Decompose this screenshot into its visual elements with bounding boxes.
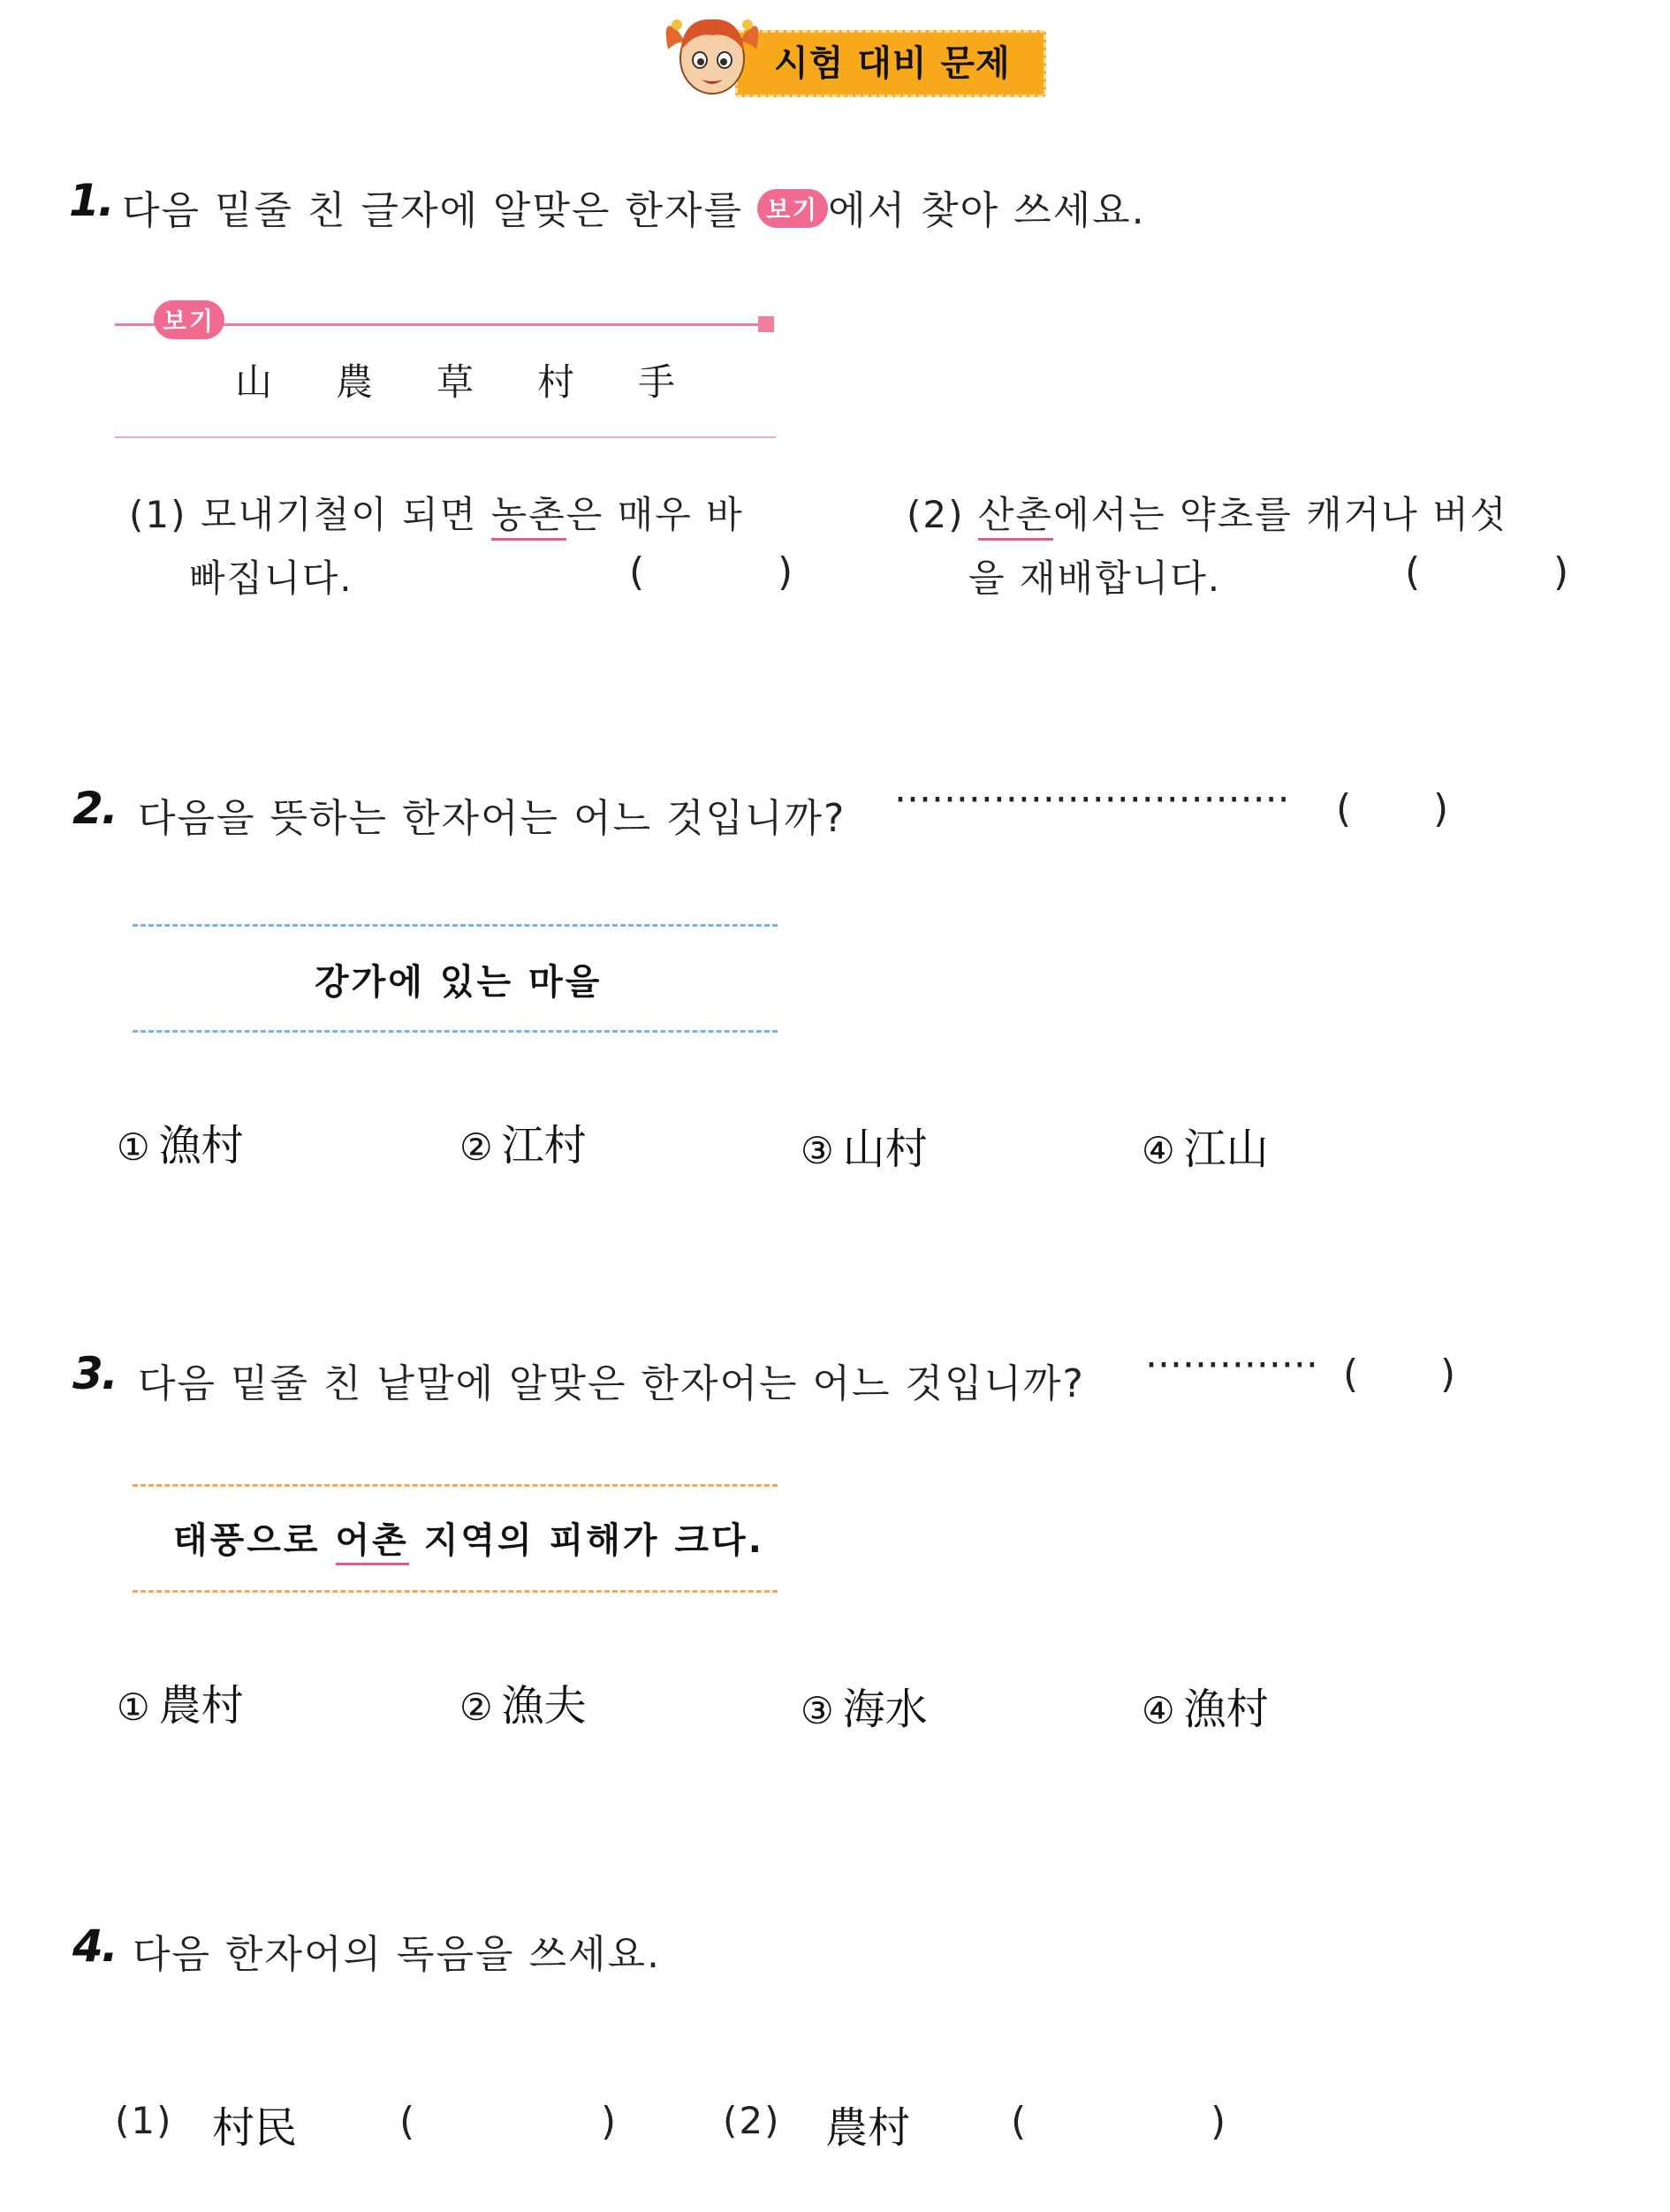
bogi-box-bottom-line [115, 436, 776, 438]
q1-item-1-underlined-word: 농촌 [491, 493, 566, 541]
q3-box-text-pre: 태풍으로 [173, 1520, 321, 1561]
title-badge-text: 시험 대비 문제 [774, 43, 1011, 84]
q1-item-2-post: 에서는 약초를 캐거나 버섯 [1053, 493, 1508, 536]
q2-option-3-text: 山村 [842, 1125, 928, 1174]
question-2-number: 2. [72, 783, 117, 834]
q1-item-2-underlined-word: 산촌 [978, 493, 1053, 541]
q3-box-text-post: 지역의 피해가 크다. [423, 1520, 764, 1561]
question-2-leader-dots: ································ [894, 777, 1290, 822]
q1-item-1-line-2: 빠집니다. [189, 557, 353, 600]
q2-box-text: 강가에 있는 마을 [315, 962, 603, 1003]
q4-item-1-paren-open: ( [399, 2099, 415, 2144]
q2-option-1-text: 漁村 [158, 1121, 244, 1170]
question-1-text-b: 에서 찾아 쓰세요. [828, 188, 1146, 233]
q1-item-2-paren-close: ) [1553, 549, 1569, 595]
question-3-number: 3. [72, 1348, 117, 1399]
q1-item-2-number: (2) [907, 493, 965, 536]
q1-item-1-paren-close: ) [778, 549, 793, 595]
q3-option-3-text: 海水 [842, 1685, 928, 1734]
question-1-text [122, 178, 1146, 235]
q4-item-2-number: (2) [723, 2099, 781, 2142]
question-3-paren-open: ( [1343, 1352, 1359, 1397]
q4-item-1-word: 村民 [212, 2103, 298, 2153]
q1-item-1-pre: 모내기철이 되면 [200, 493, 478, 536]
q2-option-4-mark: ④ [1142, 1129, 1175, 1172]
q3-option-4-mark: ④ [1142, 1689, 1175, 1732]
q3-option-4-text: 漁村 [1183, 1685, 1269, 1734]
question-3-leader-dots: ·············· [1145, 1343, 1318, 1388]
q2-option-2[interactable] [459, 1111, 587, 1172]
bogi-box-end-square [758, 316, 774, 332]
q4-item-2-answer-blank[interactable] [1036, 2099, 1209, 2143]
bogi-char: 山 [235, 360, 273, 404]
q3-option-2[interactable] [459, 1671, 587, 1732]
q1-item-1-paren-open: ( [629, 549, 645, 595]
question-2-paren-open: ( [1336, 786, 1352, 831]
q2-option-2-mark: ② [459, 1125, 493, 1169]
q1-item-2-line-1 [907, 486, 1507, 539]
q1-item-2-answer-blank[interactable] [1430, 549, 1552, 594]
q1-item-2-paren-open: ( [1405, 549, 1421, 595]
question-4-number: 4. [72, 1920, 117, 1972]
q2-box-top-dashed-line [133, 924, 778, 927]
q3-option-1-mark: ① [117, 1686, 150, 1729]
question-4-text: 다음 한자어의 독음을 쓰세요. [133, 1932, 661, 1977]
question-2-paren-close: ) [1433, 786, 1449, 831]
q1-item-1-line-1 [129, 486, 744, 539]
bogi-char: 農 [336, 360, 374, 404]
q2-option-3[interactable] [801, 1115, 928, 1176]
q2-option-3-mark: ③ [801, 1129, 834, 1172]
question-1-number: 1. [69, 175, 113, 226]
q4-item-1-number: (1) [115, 2099, 173, 2142]
bogi-box-label: 보기 [154, 300, 224, 339]
q3-box-underlined-word: 어촌 [336, 1520, 409, 1565]
q1-item-2-line-2: 을 재배합니다. [968, 557, 1222, 600]
q3-option-4[interactable] [1142, 1675, 1269, 1736]
question-3-text: 다음 밑줄 친 낱말에 알맞은 한자어는 어느 것입니까? [138, 1361, 1085, 1406]
q4-item-1-answer-blank[interactable] [424, 2099, 597, 2143]
q3-box-bottom-dashed-line [133, 1590, 778, 1593]
question-3-paren-close: ) [1440, 1352, 1456, 1397]
bogi-char: 草 [436, 360, 474, 404]
q4-item-2-paren-close: ) [1211, 2099, 1226, 2144]
q3-box-text [173, 1512, 764, 1563]
bogi-box-characters [235, 353, 739, 406]
q3-box-top-dashed-line [133, 1484, 778, 1487]
bogi-char: 村 [537, 360, 575, 404]
q1-item-1-answer-blank[interactable] [654, 549, 776, 594]
q2-option-1-mark: ① [117, 1125, 150, 1169]
girl-mascot-icon [659, 5, 765, 102]
q2-box-bottom-dashed-line [133, 1030, 778, 1033]
q2-option-2-text: 江村 [501, 1121, 587, 1170]
q1-item-1-post: 은 매우 바 [566, 493, 744, 536]
bogi-pill-inline: 보기 [757, 189, 828, 228]
q4-item-2-paren-open: ( [1011, 2099, 1027, 2144]
bogi-char: 手 [638, 360, 676, 404]
question-2-text: 다음을 뜻하는 한자어는 어느 것입니까? [138, 796, 846, 841]
q4-item-1-paren-close: ) [601, 2099, 617, 2144]
q3-option-3-mark: ③ [801, 1689, 834, 1732]
q4-item-2-word: 農村 [825, 2103, 911, 2153]
q3-option-2-text: 漁夫 [501, 1681, 587, 1731]
q2-option-4[interactable] [1142, 1115, 1269, 1176]
question-1-text-a: 다음 밑줄 친 글자에 알맞은 한자를 [122, 188, 743, 233]
q3-option-1-text: 農村 [158, 1681, 244, 1731]
q3-option-2-mark: ② [459, 1686, 493, 1729]
q2-option-1[interactable] [117, 1111, 244, 1172]
question-3-answer-blank[interactable] [1368, 1352, 1438, 1396]
q3-option-1[interactable] [117, 1671, 244, 1732]
question-2-answer-blank[interactable] [1361, 786, 1431, 830]
q3-option-3[interactable] [801, 1675, 928, 1736]
q1-item-1-number: (1) [129, 493, 187, 536]
q2-option-4-text: 江山 [1183, 1125, 1269, 1174]
